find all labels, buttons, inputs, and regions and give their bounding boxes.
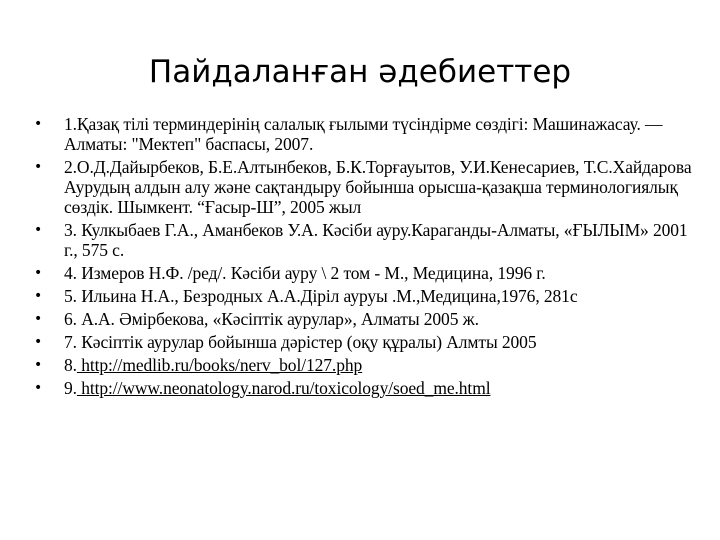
reference-item <box>34 378 694 398</box>
reference-item <box>34 355 694 375</box>
bullet-icon: • <box>34 357 43 373</box>
reference-item <box>34 114 694 154</box>
reference-text <box>64 355 694 375</box>
bullet-icon: • <box>34 265 43 281</box>
slide-title: Пайдаланған әдебиеттер <box>148 54 572 90</box>
reference-number: 9. <box>64 378 77 398</box>
bullet-icon: • <box>34 116 43 132</box>
bullet-icon: • <box>34 159 43 175</box>
reference-item <box>34 332 694 352</box>
reference-text: 6. А.А. Әмірбекова, «Кәсіптік аурулар», Алматы 2005 ж. <box>64 309 479 329</box>
reference-item <box>34 263 694 283</box>
reference-list <box>34 114 694 401</box>
reference-item <box>34 286 694 306</box>
reference-number: 8. <box>64 355 77 375</box>
reference-item <box>34 220 694 260</box>
reference-text: 4. Измеров Н.Ф. /ред/. Кәсіби ауру \ 2 том - М., Медицина, 1996 г. <box>64 263 546 283</box>
bullet-icon: • <box>34 334 43 350</box>
reference-text: 3. Кулкыбаев Г.А., Аманбеков У.А. Кәсіби ауру.Караганды-Алматы, «ҒЫЛЫМ» 2001 г., 575 с. <box>64 220 688 260</box>
bullet-icon: • <box>34 222 43 238</box>
reference-item <box>34 157 694 217</box>
reference-link[interactable]: http://www.neonatology.narod.ru/toxicology/soed_me.html <box>76 378 491 398</box>
bullet-icon: • <box>34 288 43 304</box>
reference-text: 7. Кәсіптік аурулар бойынша дәрістер (оқу құралы) Алмты 2005 <box>64 332 537 352</box>
reference-link[interactable]: http://medlib.ru/books/nerv_bol/127.php <box>76 355 363 375</box>
reference-text: 2.О.Д.Дайырбеков, Б.Е.Алтынбеков, Б.К.Торғауытов, У.И.Кенесариев, Т.С.Хайдарова Аурудың алдын алу және сақтандыру бойынша орысша-қазақша терминологиялық сөздік. Шымкент. “Ғасыр-Ш”, 2005 жыл <box>64 157 692 217</box>
reference-text <box>64 378 694 398</box>
reference-text: 5. Ильина Н.А., Безродных А.А.Діріл ауруы .М.,Медицина,1976, 281с <box>64 286 578 306</box>
reference-item <box>34 309 694 329</box>
bullet-icon: • <box>34 380 43 396</box>
bullet-icon: • <box>34 311 43 327</box>
reference-text: 1.Қазақ тілі терминдерінің салалық ғылыми түсіндірме сөздігі: Машинажасау. — Алматы: "Мектеп" баспасы, 2007. <box>64 114 663 154</box>
